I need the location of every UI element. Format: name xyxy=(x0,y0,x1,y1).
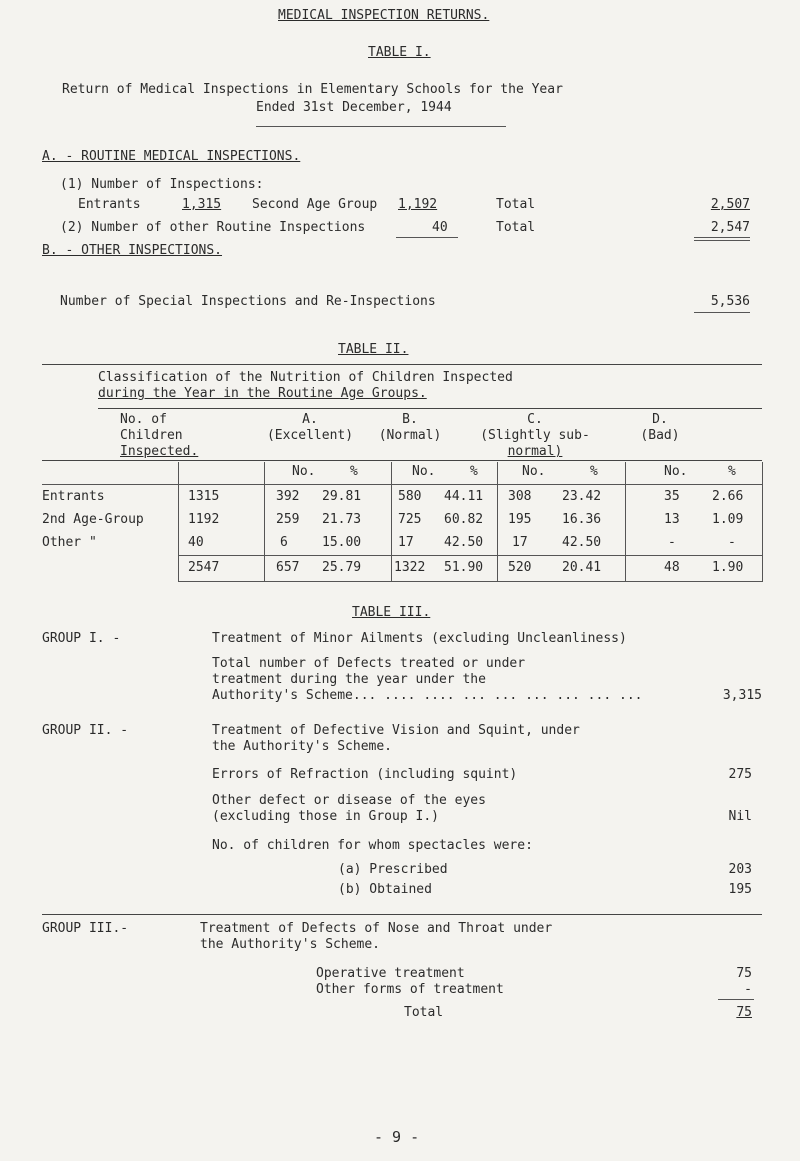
group1-line2: Total number of Defects treated or under xyxy=(212,656,526,671)
total2-label: Total xyxy=(496,220,536,235)
group1-value: 3,315 xyxy=(722,688,762,703)
table-vline xyxy=(264,462,265,582)
row-label: Entrants xyxy=(42,489,105,504)
obtained-value: 195 xyxy=(728,882,752,897)
cell-b-pct: 51.90 xyxy=(444,560,484,575)
prescribed-label: (a) Prescribed xyxy=(338,862,448,877)
table1-title-line1: Return of Medical Inspections in Elementary Schools for the Year xyxy=(62,82,563,97)
table-vline xyxy=(391,462,392,582)
special-value: 5,536 xyxy=(710,294,750,309)
entrants-label: Entrants xyxy=(78,197,141,212)
table-rule xyxy=(98,408,762,409)
cell-a-pct: 15.00 xyxy=(322,535,362,550)
sub-no-a: No. xyxy=(292,464,316,479)
section-b-heading: B. - OTHER INSPECTIONS. xyxy=(42,243,223,258)
table-vline xyxy=(178,462,179,582)
prescribed-value: 203 xyxy=(728,862,752,877)
sub-no-b: No. xyxy=(412,464,436,479)
other-forms-value: - xyxy=(744,982,752,997)
cell-b-no: 580 xyxy=(398,489,422,504)
row-total: 40 xyxy=(188,535,204,550)
cell-b-no: 17 xyxy=(398,535,414,550)
refraction-label: Errors of Refraction (including squint) xyxy=(212,767,518,782)
second-age-value: 1,192 xyxy=(398,197,438,212)
cell-a-pct: 25.79 xyxy=(322,560,362,575)
special-label: Number of Special Inspections and Re-Inspections xyxy=(60,294,436,309)
head-d: D. (Bad) xyxy=(640,412,680,443)
second-age-label: Second Age Group xyxy=(252,197,378,212)
table-vline xyxy=(762,462,763,582)
cell-c-no: 195 xyxy=(508,512,532,527)
operative-label: Operative treatment xyxy=(316,966,465,981)
table2-title-line2: during the Year in the Routine Age Groups. xyxy=(98,386,427,401)
group2-label: GROUP II. - xyxy=(42,723,129,738)
table2-label: TABLE II. xyxy=(338,342,409,357)
cell-a-no: 259 xyxy=(276,512,300,527)
row-label: 2nd Age-Group xyxy=(42,512,144,527)
table-rule xyxy=(42,460,762,461)
total1-label: Total xyxy=(496,197,536,212)
table3-label: TABLE III. xyxy=(352,605,431,620)
head-c: C. (Slightly sub- normal) xyxy=(480,412,590,459)
cell-c-no: 308 xyxy=(508,489,532,504)
divider xyxy=(396,237,458,238)
table1-title-line2: Ended 31st December, 1944 xyxy=(256,100,452,115)
row-label: Other " xyxy=(42,535,97,550)
group3-label: GROUP III.- xyxy=(42,921,129,936)
cell-b-no: 725 xyxy=(398,512,422,527)
group2-line2: the Authority's Scheme. xyxy=(212,739,393,754)
group2-title: Treatment of Defective Vision and Squint, under xyxy=(212,723,580,738)
sub-pct-b: % xyxy=(470,464,478,479)
operative-value: 75 xyxy=(736,966,752,981)
sub-pct-a: % xyxy=(350,464,358,479)
cell-d-no: 13 xyxy=(664,512,680,527)
table-vline xyxy=(497,462,498,582)
item2-value: 40 xyxy=(432,220,448,235)
cell-a-no: 392 xyxy=(276,489,300,504)
head-a: A. (Excellent) xyxy=(266,412,354,443)
table1-label: TABLE I. xyxy=(368,45,431,60)
group1-line4: Authority's Scheme... .... .... ... ... ... ... ... ... xyxy=(212,688,643,703)
total2-value: 2,547 xyxy=(710,220,750,235)
page-header: MEDICAL INSPECTION RETURNS. xyxy=(278,8,490,23)
sub-pct-c: % xyxy=(590,464,598,479)
head-b: B. (Normal) xyxy=(378,412,442,443)
section-a-heading: A. - ROUTINE MEDICAL INSPECTIONS. xyxy=(42,149,301,164)
item2-label: (2) Number of other Routine Inspections xyxy=(60,220,366,235)
other-eye-line2: (excluding those in Group I.) xyxy=(212,809,439,824)
divider xyxy=(256,126,506,127)
group3-line2: the Authority's Scheme. xyxy=(200,937,381,952)
spectacles-label: No. of children for whom spectacles were: xyxy=(212,838,533,853)
divider xyxy=(694,237,750,238)
cell-a-pct: 21.73 xyxy=(322,512,362,527)
cell-d-pct: 1.90 xyxy=(712,560,744,575)
other-forms-label: Other forms of treatment xyxy=(316,982,504,997)
group1-line3: treatment during the year under the xyxy=(212,672,486,687)
table-vline xyxy=(625,462,626,582)
other-eye-line1: Other defect or disease of the eyes xyxy=(212,793,486,808)
cell-d-no: - xyxy=(668,535,676,550)
cell-c-pct: 20.41 xyxy=(562,560,602,575)
cell-c-no: 520 xyxy=(508,560,532,575)
g3-total-value: 75 xyxy=(736,1005,752,1020)
sub-no-c: No. xyxy=(522,464,546,479)
cell-a-no: 657 xyxy=(276,560,300,575)
cell-b-pct: 60.82 xyxy=(444,512,484,527)
total1-value: 2,507 xyxy=(710,197,750,212)
cell-b-pct: 42.50 xyxy=(444,535,484,550)
cell-a-no: 6 xyxy=(280,535,288,550)
section-rule xyxy=(42,914,762,915)
cell-d-pct: - xyxy=(728,535,736,550)
table-top-rule xyxy=(42,364,762,365)
row-total: 1315 xyxy=(188,489,220,504)
cell-c-pct: 42.50 xyxy=(562,535,602,550)
table-rule xyxy=(178,581,762,582)
refraction-value: 275 xyxy=(728,767,752,782)
sub-no-d: No. xyxy=(664,464,688,479)
cell-c-no: 17 xyxy=(512,535,528,550)
item1-label: (1) Number of Inspections: xyxy=(60,177,264,192)
obtained-label: (b) Obtained xyxy=(338,882,432,897)
cell-c-pct: 23.42 xyxy=(562,489,602,504)
table2-title-line1: Classification of the Nutrition of Children Inspected xyxy=(98,370,513,385)
other-eye-value: Nil xyxy=(728,809,752,824)
row-total: 2547 xyxy=(188,560,220,575)
page-number: - 9 - xyxy=(374,1128,420,1146)
cell-a-pct: 29.81 xyxy=(322,489,362,504)
entrants-value: 1,315 xyxy=(182,197,222,212)
sub-pct-d: % xyxy=(728,464,736,479)
head-col0: No. of Children Inspected. xyxy=(120,412,199,459)
g3-total-label: Total xyxy=(404,1005,444,1020)
cell-c-pct: 16.36 xyxy=(562,512,602,527)
group3-title: Treatment of Defects of Nose and Throat under xyxy=(200,921,553,936)
cell-b-no: 1322 xyxy=(394,560,426,575)
divider xyxy=(718,999,754,1000)
row-total: 1192 xyxy=(188,512,220,527)
cell-d-no: 35 xyxy=(664,489,680,504)
table-rule xyxy=(178,555,762,556)
group1-title: Treatment of Minor Ailments (excluding Uncleanliness) xyxy=(212,631,627,646)
group1-label: GROUP I. - xyxy=(42,631,121,646)
cell-d-no: 48 xyxy=(664,560,680,575)
cell-d-pct: 2.66 xyxy=(712,489,744,504)
cell-b-pct: 44.11 xyxy=(444,489,484,504)
divider xyxy=(694,312,750,313)
divider xyxy=(694,240,750,241)
table-rule xyxy=(42,484,762,485)
cell-d-pct: 1.09 xyxy=(712,512,744,527)
